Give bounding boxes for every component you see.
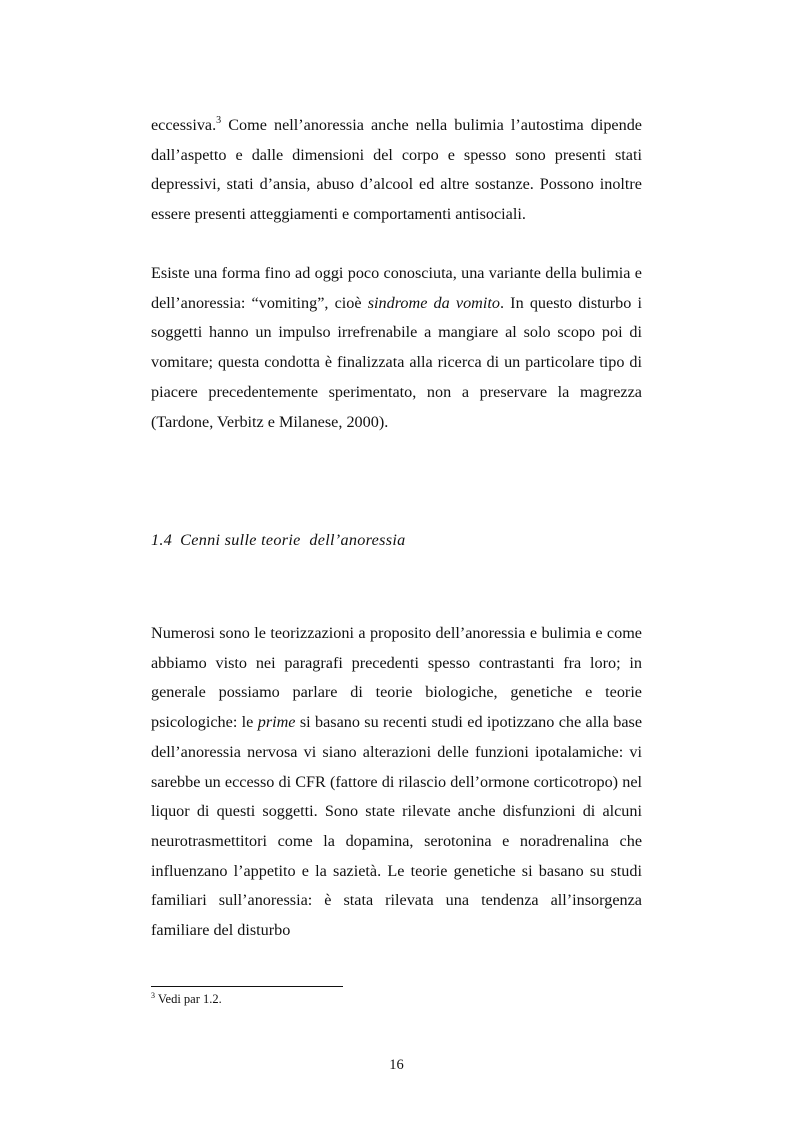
footnote-reference[interactable]: 3 <box>216 115 222 126</box>
footnote-marker: 3 <box>151 991 155 1000</box>
section-number: 1.4 <box>151 531 173 549</box>
emphasis-term: prime <box>257 713 296 732</box>
page-number: 16 <box>389 1057 404 1073</box>
paragraph-text-start: Numerosi sono le teorizzazioni a proposito dell’anoressia e bulimia e come abbiamo visto nei paragrafi precedenti spesso contrastanti fra loro; in generale possiamo parlare di teorie biologiche, genetiche e teorie psicologiche: le <box>151 624 642 732</box>
footnote-text: Vedi par 1.2. <box>155 992 222 1006</box>
footnote-separator <box>151 986 343 987</box>
section-heading <box>151 531 406 550</box>
paragraph-text-rest: si basano su recenti studi ed ipotizzano che alla base dell’anoressia nervosa vi siano alterazioni delle funzioni ipotalamiche: vi sarebbe un eccesso di CFR (fattore di rilascio dell’ormone corticotropo) nel liquor di questi soggetti. Sono state rilevate anche disfunzioni di alcuni neurotrasmettitori come la dopamina, serotonina e noradrenalina che influenzano l’appetito e la sazietà. Le teorie genetiche si basano su studi familiari sull’anoressia: è stata rilevata una tendenza all’insorgenza familiare del disturbo <box>151 713 642 940</box>
paragraph-vomiting <box>151 259 642 437</box>
paragraph-text <box>151 259 642 437</box>
paragraph-text <box>151 111 642 230</box>
paragraph-text <box>151 619 642 946</box>
emphasis-term: sindrome da vomito <box>367 293 500 312</box>
paragraph-text-start: Esiste una forma fino ad oggi poco conosciuta, una variante della bulimia e dell’anoressia: “vomiting”, cioè <box>151 264 642 312</box>
paragraph-bulimia-continued <box>151 111 642 230</box>
paragraph-text-rest: . In questo disturbo i soggetti hanno un impulso irrefrenabile a mangiare al solo scopo poi di vomitare; questa condotta è finalizzata alla ricerca di un particolare tipo di piacere precedentemente sperimentato, non a preservare la magrezza (Tardone, Verbitz e Milanese, 2000). <box>151 293 642 431</box>
paragraph-theories <box>151 619 642 946</box>
paragraph-text-rest: Come nell’anoressia anche nella bulimia l’autostima dipende dall’aspetto e dalle dimensioni del corpo e spesso sono presenti stati depressivi, stati d’ansia, abuso d’alcool ed altre sostanze. Possono inoltre essere presenti atteggiamenti e comportamenti antisociali. <box>151 116 642 224</box>
section-title: Cenni sulle teorie dell’anoressia <box>180 531 406 549</box>
paragraph-text-start: eccessiva. <box>151 116 217 134</box>
footnote <box>151 992 222 1007</box>
